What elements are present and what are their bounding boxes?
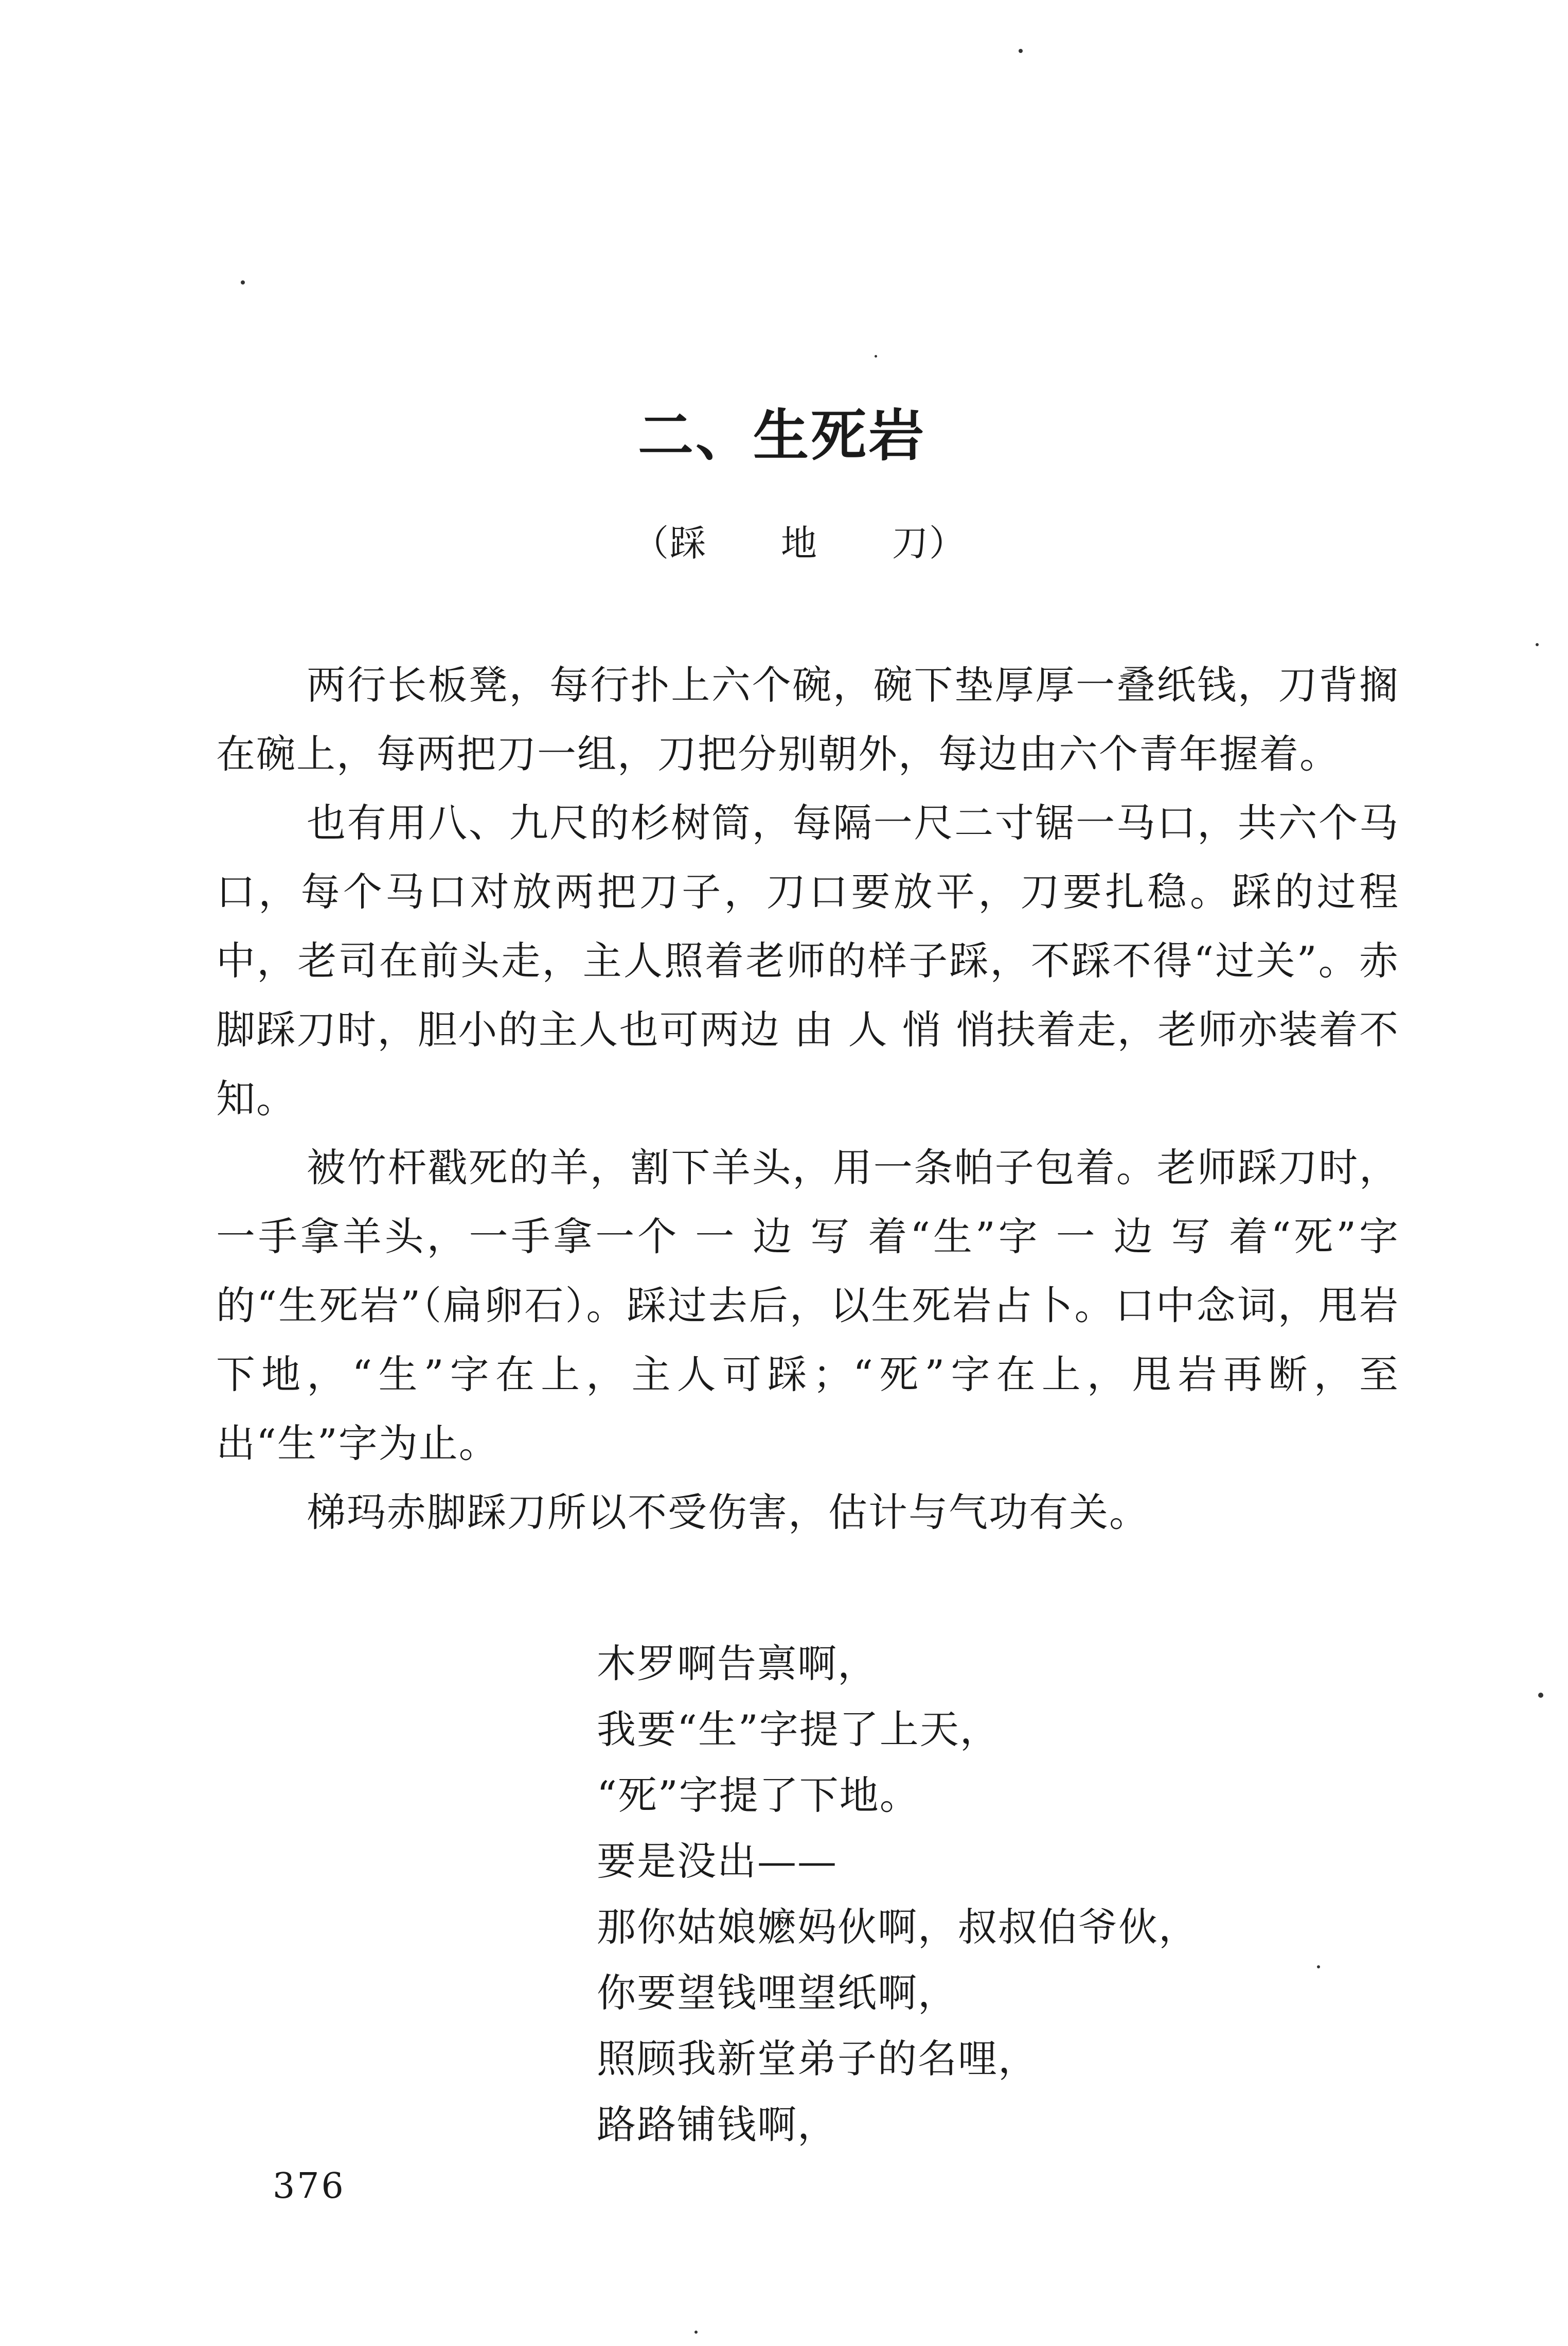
verse-line: 我要“生”字提了上天，	[597, 1707, 1000, 1752]
verse-line: 你要望钱哩望纸啊，	[597, 1970, 958, 2016]
verse-line: 要是没出——	[597, 1838, 838, 1884]
scan-speck	[875, 355, 877, 358]
paragraph: 也有用八、九尺的杉树筒，每隔一尺二寸锯一马口，共六个马口，每个马口对放两把刀子，刀口要放平，刀要扎稳。踩的过程中，老司在前头走，主人照着老师的样子踩，不踩不得“过关”。赤脚踩刀时，胆小的主人也可两边 由 人 悄 悄扶着走，老师亦装着不知。	[216, 800, 1399, 1122]
verse-line: 路路铺钱啊，	[597, 2102, 838, 2147]
page-number: 376	[273, 2166, 346, 2207]
paragraph: 两行长板凳，每行扑上六个碗，碗下垫厚厚一叠纸钱，刀背搁在碗上，每两把刀一组，刀把分别朝外，每边由六个青年握着。	[216, 662, 1399, 777]
scan-speck	[1317, 1965, 1320, 1968]
paragraph: 梯玛赤脚踩刀所以不受伤害，估计与气功有关。	[307, 1489, 1149, 1535]
paragraph: 被竹杆戳死的羊，割下羊头，用一条帕子包着。老师踩刀时，一手拿羊头，一手拿一个 一 边 写 着“生”字 一 边 写 着“死”字的“生死岩”（扁卵石）。踩过去后，以生死岩占卜。口中念词，甩岩下地，“生”字在上，主人可踩；“死”字在上，甩岩再断，至出“生”字为止。	[216, 1145, 1399, 1466]
chant-verse	[597, 1631, 1420, 2158]
scan-speck	[1019, 49, 1023, 53]
page-subtitle: （踩 地 刀）	[633, 522, 966, 564]
verse-line: 照顾我新堂弟子的名哩，	[597, 2036, 1038, 2082]
verse-line: 那你姑娘嬷妈伙啊，叔叔伯爷伙，	[597, 1904, 1199, 1950]
body-text	[216, 651, 1399, 1547]
scan-speck	[241, 280, 245, 285]
page-title: 二、生死岩	[637, 403, 926, 468]
verse-line: “死”字提了下地。	[597, 1772, 920, 1818]
scan-speck	[1536, 643, 1539, 646]
verse-line: 木罗啊告禀啊，	[597, 1641, 878, 1686]
scan-speck	[694, 2331, 698, 2334]
scan-speck	[1538, 1693, 1543, 1698]
